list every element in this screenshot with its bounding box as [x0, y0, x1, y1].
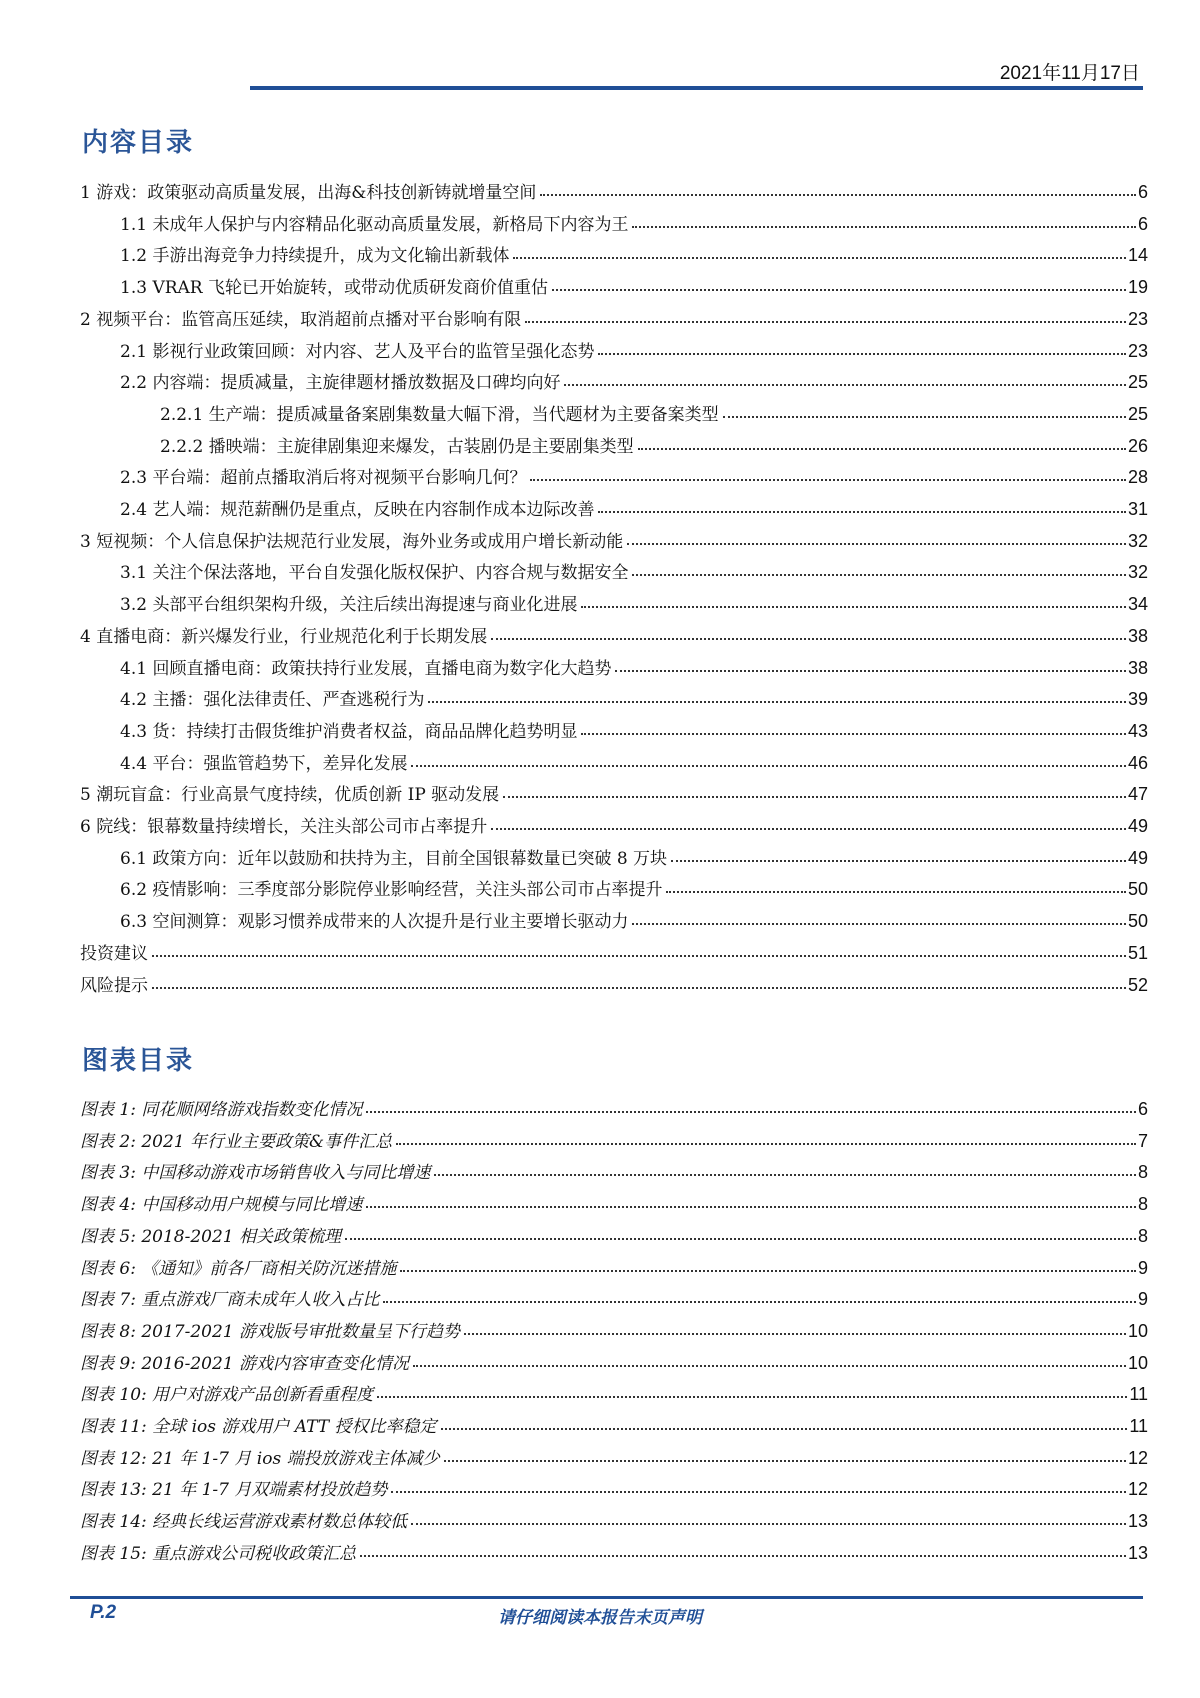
entry-label: 风险提示	[80, 975, 148, 996]
entry-label: 2.1 影视行业政策回顾：对内容、艺人及平台的监管呈强化态势	[120, 341, 595, 362]
toc-entry[interactable]	[120, 363, 1148, 393]
entry-label: 图表 15: 重点游戏公司税收政策汇总	[80, 1543, 357, 1564]
entry-page: 14	[1127, 245, 1148, 266]
entry-page: 11	[1129, 1384, 1148, 1405]
toc-entry[interactable]	[120, 712, 1148, 742]
toc-entry[interactable]	[80, 522, 1148, 552]
entry-page: 43	[1127, 720, 1148, 741]
entry-page: 49	[1127, 847, 1148, 868]
toc-entry[interactable]	[80, 617, 1148, 647]
entry-label: 图表 1: 同花顺网络游戏指数变化情况	[80, 1100, 363, 1120]
entry-page: 11	[1129, 1416, 1148, 1436]
toc-entry[interactable]	[80, 775, 1148, 805]
entry-page: 28	[1127, 467, 1148, 488]
dot-leader	[441, 1428, 1128, 1430]
entry-page: 50	[1127, 879, 1148, 900]
entry-page: 50	[1127, 911, 1148, 932]
entry-page: 10	[1127, 1352, 1148, 1373]
toc-entry[interactable]	[80, 300, 1148, 330]
entry-label: 图表 8: 2017-2021 游戏版号审批数量呈下行趋势	[80, 1321, 461, 1342]
figure-entry[interactable]	[80, 1153, 1148, 1183]
entry-page: 25	[1127, 403, 1148, 424]
toc-entry[interactable]	[120, 902, 1148, 932]
dot-leader	[428, 701, 1126, 703]
entry-label: 6 院线：银幕数量持续增长，关注头部公司市占率提升	[80, 817, 488, 837]
dot-leader	[598, 511, 1126, 513]
entry-label: 图表 13: 21 年 1-7 月双端素材投放趋势	[80, 1480, 388, 1501]
entry-label: 图表 9: 2016-2021 游戏内容审查变化情况	[80, 1353, 410, 1374]
entry-page: 51	[1127, 942, 1148, 963]
entry-label: 图表 14: 经典长线运营游戏素材数总体较低	[80, 1512, 408, 1533]
dot-leader	[581, 733, 1126, 735]
dot-leader	[383, 1301, 1136, 1303]
dot-leader	[152, 987, 1126, 989]
entry-label: 1.1 未成年人保护与内容精品化驱动高质量发展，新格局下内容为王	[120, 214, 629, 235]
dot-leader	[632, 923, 1126, 925]
dot-leader	[564, 384, 1126, 386]
dot-leader	[444, 1460, 1126, 1462]
toc-entry[interactable]	[120, 268, 1148, 298]
dot-leader	[723, 416, 1126, 418]
dot-leader	[530, 479, 1126, 481]
entry-label: 1.2 手游出海竞争力持续提升，成为文化输出新载体	[120, 246, 510, 267]
entry-page: 6	[1137, 213, 1148, 234]
entry-page: 8	[1137, 1162, 1148, 1183]
dot-leader	[366, 1111, 1136, 1113]
entry-page: 13	[1127, 1511, 1148, 1532]
entry-label: 2.2.2 播映端：主旋律剧集迎来爆发，古装剧仍是主要剧集类型	[160, 436, 634, 457]
toc-entry[interactable]	[160, 427, 1148, 457]
entry-page: 32	[1127, 530, 1148, 551]
dot-leader	[411, 765, 1126, 767]
entry-page: 23	[1127, 340, 1148, 361]
report-date: 2021年11月17日	[999, 63, 1140, 84]
dot-leader	[638, 448, 1126, 450]
entry-label: 图表 4: 中国移动用户规模与同比增速	[80, 1195, 363, 1216]
footer-divider	[70, 1596, 1143, 1599]
dot-leader	[396, 1143, 1136, 1145]
entry-page: 31	[1127, 499, 1148, 519]
entry-page: 10	[1127, 1320, 1148, 1341]
toc-entry[interactable]	[120, 236, 1148, 266]
dot-leader	[615, 670, 1126, 672]
entry-label: 图表 2: 2021 年行业主要政策&事件汇总	[80, 1131, 393, 1152]
entry-page: 26	[1127, 435, 1148, 456]
entry-page: 19	[1127, 277, 1148, 298]
entry-page: 12	[1127, 1447, 1148, 1468]
entry-label: 图表 5: 2018-2021 相关政策梳理	[80, 1226, 342, 1247]
dot-leader	[627, 543, 1126, 545]
toc-entry[interactable]	[80, 173, 1148, 203]
entry-label: 图表 10: 用户对游戏产品创新看重程度	[80, 1385, 374, 1406]
entry-label: 1.3 VRAR 飞轮已开始旋转，或带动优质研发商价值重估	[120, 278, 548, 299]
figure-entry[interactable]	[80, 1217, 1148, 1247]
dot-leader	[366, 1206, 1136, 1208]
dot-leader	[666, 891, 1126, 893]
toc-entry[interactable]	[80, 934, 1148, 964]
entry-label: 3 短视频：个人信息保护法规范行业发展，海外业务或成用户增长新动能	[80, 531, 624, 552]
toc-entry[interactable]	[120, 205, 1148, 235]
figure-entry[interactable]	[80, 1407, 1148, 1437]
toc-entry[interactable]	[120, 680, 1148, 710]
entry-page: 46	[1127, 752, 1148, 773]
entry-page: 23	[1127, 308, 1148, 329]
entry-label: 4.3 货：持续打击假货维护消费者权益，商品品牌化趋势明显	[120, 721, 578, 742]
dot-leader	[413, 1365, 1126, 1367]
toc-entry[interactable]	[120, 585, 1148, 615]
entry-page: 13	[1127, 1542, 1148, 1563]
entry-label: 4.1 回顾直播电商：政策扶持行业发展，直播电商为数字化大趋势	[120, 658, 612, 679]
entry-label: 2.2 内容端：提质减量，主旋律题材播放数据及口碑均向好	[120, 373, 561, 394]
contents-title: 内容目录	[82, 128, 195, 158]
toc-entry[interactable]	[80, 966, 1148, 996]
dot-leader	[598, 353, 1126, 355]
dot-leader	[552, 289, 1126, 291]
dot-leader	[581, 606, 1126, 608]
dot-leader	[400, 1270, 1136, 1272]
dot-leader	[434, 1174, 1136, 1176]
toc-entry[interactable]	[80, 807, 1148, 837]
figure-entry[interactable]	[80, 1534, 1148, 1564]
entry-label: 3.1 关注个保法落地，平台自发强化版权保护、内容合规与数据安全	[120, 563, 629, 584]
entry-label: 图表 7: 重点游戏厂商未成年人收入占比	[80, 1290, 380, 1311]
entry-label: 2.4 艺人端：规范薪酬仍是重点，反映在内容制作成本边际改善	[120, 500, 595, 520]
figure-entry[interactable]	[80, 1312, 1148, 1342]
entry-label: 图表 3: 中国移动游戏市场销售收入与同比增速	[80, 1163, 431, 1184]
entry-page: 6	[1137, 1099, 1148, 1119]
entry-label: 4 直播电商：新兴爆发行业，行业规范化利于长期发展	[80, 626, 488, 647]
page-number: P.2	[90, 1602, 117, 1623]
entry-page: 52	[1127, 974, 1148, 995]
dot-leader	[491, 638, 1126, 640]
figure-entry[interactable]	[80, 1090, 1148, 1120]
toc-entry[interactable]	[120, 870, 1148, 900]
dot-leader	[632, 226, 1136, 228]
header-divider	[250, 86, 1143, 90]
dot-leader	[540, 194, 1136, 196]
dot-leader	[513, 257, 1126, 259]
figure-entry[interactable]	[80, 1470, 1148, 1500]
entry-label: 6.1 政策方向：近年以鼓励和扶持为主，目前全国银幕数量已突破 8 万块	[120, 848, 668, 869]
entry-page: 47	[1127, 784, 1148, 805]
dot-leader	[377, 1396, 1127, 1398]
dot-leader	[671, 860, 1126, 862]
toc-entry[interactable]	[120, 649, 1148, 679]
entry-page: 49	[1127, 816, 1148, 836]
toc-entry[interactable]	[120, 332, 1148, 362]
entry-label: 5 潮玩盲盒：行业高景气度持续，优质创新 IP 驱动发展	[80, 785, 500, 806]
entry-page: 7	[1137, 1130, 1148, 1151]
entry-label: 1 游戏：政策驱动高质量发展，出海&科技创新铸就增量空间	[80, 183, 537, 203]
entry-page: 38	[1127, 625, 1148, 646]
dot-leader	[632, 574, 1126, 576]
dot-leader	[345, 1238, 1136, 1240]
footer-disclaimer: 请仔细阅读本报告末页声明	[498, 1608, 702, 1628]
entry-label: 2.3 平台端：超前点播取消后将对视频平台影响几何？	[120, 468, 527, 489]
entry-label: 2 视频平台：监管高压延续，取消超前点播对平台影响有限	[80, 309, 522, 330]
dot-leader	[411, 1523, 1126, 1525]
entry-page: 25	[1127, 372, 1148, 393]
dot-leader	[152, 955, 1126, 957]
entry-label: 6.2 疫情影响：三季度部分影院停业影响经营，关注头部公司市占率提升	[120, 880, 663, 901]
toc-entry[interactable]	[120, 839, 1148, 869]
figures-title: 图表目录	[82, 1046, 195, 1076]
entry-label: 2.2.1 生产端：提质减量备案剧集数量大幅下滑，当代题材为主要备案类型	[160, 404, 719, 425]
dot-leader	[491, 828, 1126, 830]
toc-entry[interactable]	[120, 553, 1148, 583]
entry-page: 34	[1127, 594, 1148, 615]
dot-leader	[503, 796, 1126, 798]
figure-entry[interactable]	[80, 1502, 1148, 1532]
entry-page: 32	[1127, 562, 1148, 583]
entry-label: 图表 6: 《通知》前各厂商相关防沉迷措施	[80, 1258, 397, 1279]
figure-entry[interactable]	[80, 1122, 1148, 1152]
entry-page: 12	[1127, 1479, 1148, 1500]
entry-page: 39	[1127, 689, 1148, 710]
entry-label: 投资建议	[80, 943, 148, 964]
entry-page: 9	[1137, 1289, 1148, 1310]
entry-label: 3.2 头部平台组织架构升级，关注后续出海提速与商业化进展	[120, 595, 578, 616]
figure-entry[interactable]	[80, 1185, 1148, 1215]
entry-page: 9	[1137, 1257, 1148, 1278]
entry-label: 4.4 平台：强监管趋势下，差异化发展	[120, 753, 408, 774]
figure-entry[interactable]	[80, 1249, 1148, 1279]
figure-entry[interactable]	[80, 1375, 1148, 1405]
toc-entry[interactable]	[120, 744, 1148, 774]
entry-page: 6	[1137, 182, 1148, 202]
dot-leader	[360, 1555, 1126, 1557]
entry-label: 图表 11: 全球 ios 游戏用户 ATT 授权比率稳定	[80, 1417, 437, 1437]
toc-entry[interactable]	[160, 395, 1148, 425]
figure-entry[interactable]	[80, 1280, 1148, 1310]
dot-leader	[525, 321, 1126, 323]
dot-leader	[464, 1333, 1126, 1335]
entry-page: 38	[1127, 657, 1148, 678]
entry-label: 6.3 空间测算：观影习惯养成带来的人次提升是行业主要增长驱动力	[120, 912, 629, 933]
figure-entry[interactable]	[80, 1439, 1148, 1469]
entry-label: 4.2 主播：强化法律责任、严查逃税行为	[120, 690, 425, 711]
entry-page: 8	[1137, 1225, 1148, 1246]
entry-label: 图表 12: 21 年 1-7 月 ios 端投放游戏主体减少	[80, 1448, 440, 1469]
toc-entry[interactable]	[120, 490, 1148, 520]
dot-leader	[391, 1491, 1126, 1493]
figure-entry[interactable]	[80, 1344, 1148, 1374]
toc-entry[interactable]	[120, 458, 1148, 488]
entry-page: 8	[1137, 1194, 1148, 1215]
